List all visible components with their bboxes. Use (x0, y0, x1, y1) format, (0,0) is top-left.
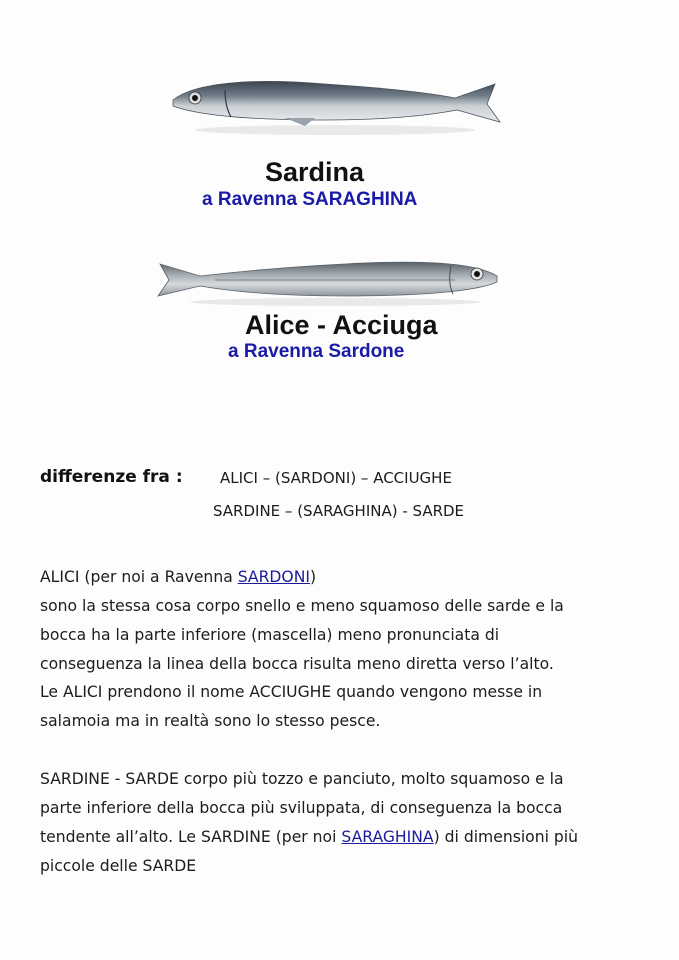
alici-heading-prefix: ALICI (per noi a Ravenna (40, 568, 238, 586)
paragraph-line: sono la stessa cosa corpo snello e meno squamoso delle sarde e la (40, 597, 564, 615)
line-suffix: ) di dimensioni più (433, 828, 579, 846)
paragraph-line: salamoia ma in realtà sono lo stesso pesce. (40, 712, 381, 730)
paragraph-line: parte inferiore della bocca più sviluppata, di conseguenza la bocca (40, 799, 563, 817)
anchovy-image (155, 250, 505, 310)
anchovy-title: Alice - Acciuga (245, 310, 438, 340)
sardine-title: Sardina (265, 157, 365, 187)
differences-line-1: ALICI – (SARDONI) – ACCIUGHE (220, 469, 452, 487)
anchovy-subtitle: a Ravenna Sardone (228, 341, 405, 362)
sardine-subtitle: a Ravenna SARAGHINA (202, 189, 418, 210)
paragraph-line: piccole delle SARDE (40, 857, 197, 875)
saraghina-link[interactable]: SARAGHINA (341, 828, 434, 846)
sardine-image (165, 70, 505, 140)
line-prefix: tendente all’alto. Le SARDINE (per noi (40, 828, 342, 846)
paragraph-line: SARDINE - SARDE corpo più tozzo e panciuto, molto squamoso e la (40, 770, 564, 788)
sardoni-link[interactable]: SARDONI (237, 568, 310, 586)
differences-line-2: SARDINE – (SARAGHINA) - SARDE (213, 502, 465, 520)
alici-heading-suffix: ) (309, 568, 317, 586)
alici-description (40, 592, 652, 679)
differences-label: differenze fra : (40, 467, 183, 487)
paragraph-line: Le ALICI prendono il nome ACCIUGHE quando vengono messe in (40, 683, 543, 701)
sardine-description (40, 765, 652, 881)
alici-heading (40, 563, 652, 592)
paragraph-line: bocca ha la parte inferiore (mascella) meno pronunciata di (40, 626, 500, 644)
paragraph-line-with-link (40, 823, 652, 852)
acciughe-note (40, 678, 652, 736)
paragraph-line: conseguenza la linea della bocca risulta meno diretta verso l’alto. (40, 655, 554, 673)
